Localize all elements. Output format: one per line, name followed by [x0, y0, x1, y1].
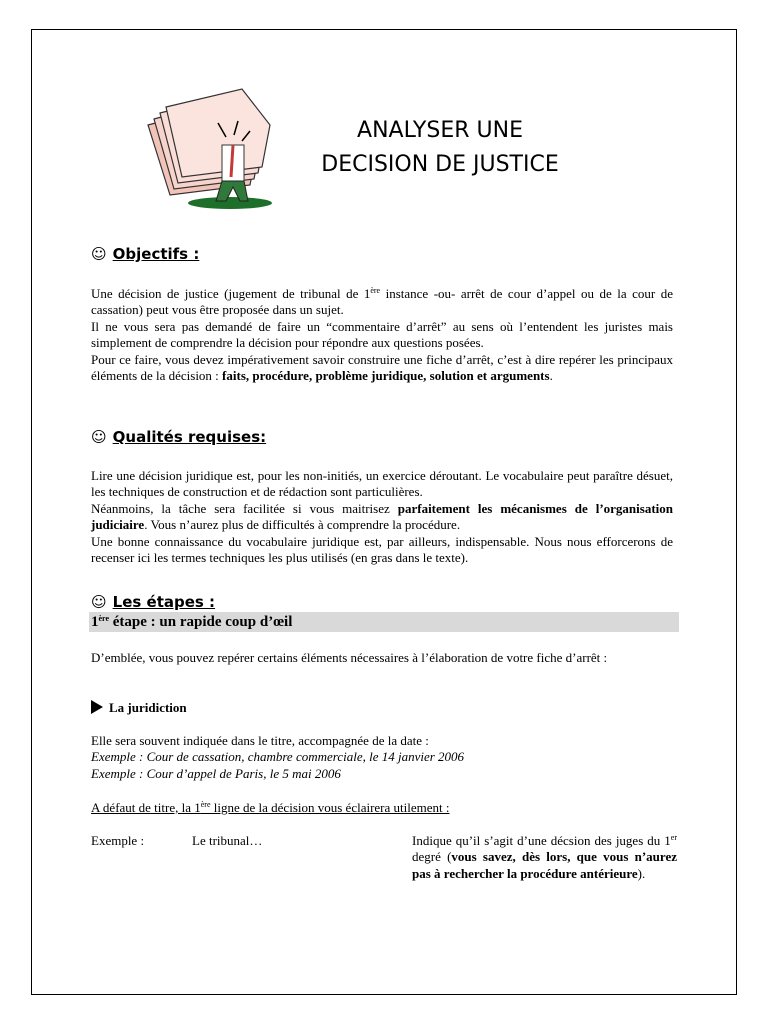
juridiction-text: Elle sera souvent indiquée dans le titre, accompagnée de la date : [91, 733, 429, 748]
page-title-line2: DECISION DE JUSTICE [321, 152, 559, 177]
triangle-bullet-icon [91, 700, 103, 714]
page-title-line1: ANALYSER UNE [357, 118, 523, 143]
exemple-2: Exemple : Cour d’appel de Paris, le 5 mai 2006 [91, 766, 341, 781]
objectifs-p3: Pour ce faire, vous devez impérativement savoir construire une fiche d’arrêt, c’est à dire repérer les principaux éléments de la décision : faits, procédure, problème juridique, solution et arguments. [91, 351, 673, 384]
example-description: Indique qu’il s’agit d’une décsion des juges du 1er degré (vous savez, dès lors, que vous n’aurez pas à rechercher la procédure antérieure). [412, 833, 677, 881]
section-objectifs-heading [91, 244, 199, 264]
smiley-icon: ☺ [91, 428, 107, 446]
objectifs-paragraphs [91, 286, 673, 384]
objectifs-p1: Une décision de justice (jugement de tribunal de 1ère instance -ou- arrêt de cour d’appel ou de la cour de cassation) peut vous être proposée dans un sujet. [91, 286, 673, 318]
qualites-p2: Néanmoins, la tâche sera facilitée si vous maitrisez parfaitement les mécanismes de l’organisation judiciaire. Vous n’aurez plus de difficultés à comprendre la procédure. [91, 500, 673, 533]
etape1-intro: D’emblée, vous pouvez repérer certains éléments nécessaires à l’élaboration de votre fiche d’arrêt : [91, 650, 608, 665]
example-value: Le tribunal… [192, 833, 263, 848]
folder-clipart-icon [130, 85, 280, 215]
juridiction-heading: La juridiction [91, 699, 187, 717]
exemple-1: Exemple : Cour de cassation, chambre commerciale, le 14 janvier 2006 [91, 749, 465, 764]
defaut-titre-line: A défaut de titre, la 1ère ligne de la décision vous éclairera utilement : [91, 800, 450, 815]
qualites-p3: Une bonne connaissance du vocabulaire juridique est, par ailleurs, indispensable. Nous nous efforcerons de recenser ici les termes techniques les plus utilisés (en gras dans le texte). [91, 533, 673, 566]
objectifs-p2: Il ne vous sera pas demandé de faire un “commentaire d’arrêt” au sens où l’entendent les juristes mais simplement de comprendre la décision pour répondre aux questions posées. [91, 318, 673, 351]
section-etapes-heading [91, 592, 215, 612]
qualites-paragraphs [91, 468, 673, 566]
etape1-heading: 1ère étape : un rapide coup d’œil [89, 612, 679, 632]
section-label: Objectifs : [112, 245, 200, 263]
section-label: Qualités requises: [112, 428, 267, 446]
smiley-icon: ☺ [91, 593, 107, 611]
example-label: Exemple : [91, 833, 145, 848]
section-qualites-heading [91, 427, 266, 447]
smiley-icon: ☺ [91, 245, 107, 263]
section-label: Les étapes : [112, 593, 216, 611]
qualites-p1: Lire une décision juridique est, pour les non-initiés, un exercice déroutant. Le vocabulaire peut paraître désuet, les techniques de construction et de rédaction sont particulières. [91, 468, 673, 500]
